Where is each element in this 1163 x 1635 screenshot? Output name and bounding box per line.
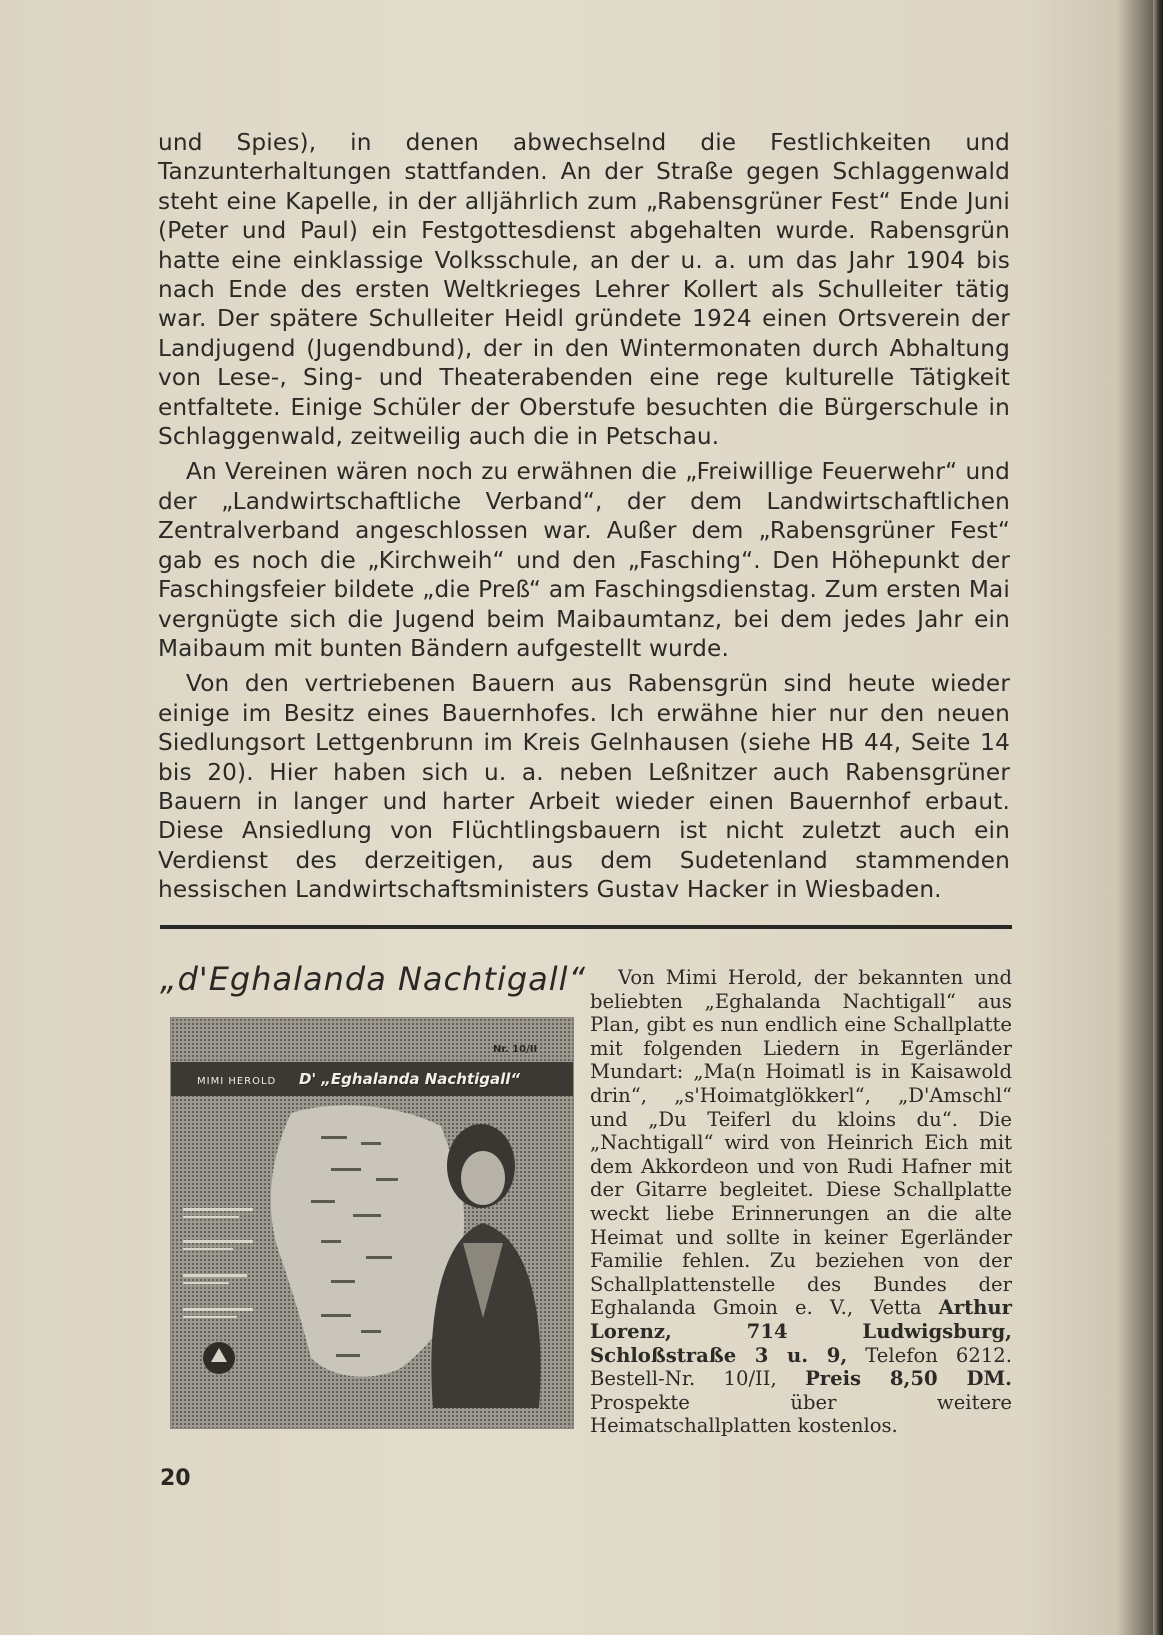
record-description-intro: Von Mimi Herold, der bekannten und beliebten „Eghalanda Nachtigall“ aus Plan, gibt es nun endlich eine Schallplatte mit folgenden Liedern in Egerländer Mundart: „Ma(n Hoimatl is in Kaisawold drin“, „s'Hoimatglökkerl“, „D'Amschl“ und „Du Teiferl du kloins du“. Die „Nachtigall“ wird von Heinrich Eich mit dem Akkordeon und von Rudi Hafner mit der Gitarre begleitet. Diese Schallplatte weckt liebe Erinnerungen an die alte Heimat und sollte in keiner Egerländer Familie fehlen. Zu beziehen von der Schallplattenstelle des Bundes der Eghalanda Gmoin e. V., Vetta	[590, 966, 1012, 1320]
cover-record-title: D' „Eghalanda Nachtigall“	[299, 1070, 521, 1088]
record-order-info: Telefon 6212. Bestell-Nr. 10/II,	[590, 1343, 1012, 1391]
article-paragraph-3: Von den vertriebenen Bauern aus Rabensgrün sind heute wieder einige im Besitz eines Bauernhofes. Ich erwähne hier nur den neuen Siedlungsort Lettgenbrunn im Kreis Gelnhausen (siehe HB 44, Seite 14 bis 20). Hier haben sich u. a. neben Leßnitzer auch Rabensgrüner Bauern in langer und harter Arbeit wieder einen Bauernhof erbaut. Diese Ansiedlung von Flüchtlingsbauern ist nicht zuletzt auch ein Verdienst des derzeitigen, aus dem Sudetenland stammenden hessischen Landwirtschaftsministers Gustav Hacker in Wiesbaden.	[158, 670, 1010, 904]
cover-catalog-number: Nr. 10/II	[493, 1044, 538, 1055]
section-divider	[160, 925, 1012, 929]
page-number: 20	[160, 1466, 191, 1491]
label-logo	[203, 1342, 235, 1374]
article-body	[158, 128, 1010, 911]
article-paragraph-1: und Spies), in denen abwechselnd die Festlichkeiten und Tanzunterhaltungen stattfanden. An der Straße gegen Schlaggenwald steht eine Kapelle, in der alljährlich zum „Rabensgrüner Fest“ Ende Juni (Peter und Paul) ein Festgottesdienst abgehalten wurde. Rabensgrün hatte eine einklassige Volksschule, an der u. a. um das Jahr 1904 bis nach Ende des ersten Weltkrieges Lehrer Kollert als Schulleiter tätig war. Der spätere Schulleiter Heidl gründete 1924 einen Ortsverein der Landjugend (Jugendbund), der in den Wintermonaten durch Abhaltung von Lese-, Sing- und Theaterabenden eine rege kulturelle Tätigkeit entfaltete. Einige Schüler der Oberstufe besuchten die Bürgerschule in Schlaggenwald, zeitweilig auch die in Petschau.	[158, 129, 1010, 451]
singer-portrait	[431, 1124, 540, 1408]
record-description	[590, 966, 1012, 1438]
record-cover-image	[170, 1017, 574, 1429]
record-heading: „d'Eghalanda Nachtigall“	[160, 960, 587, 998]
cover-sidebar-notes	[183, 1208, 253, 1318]
article-paragraph-2: An Vereinen wären noch zu erwähnen die „Freiwillige Feuerwehr“ und der „Landwirtschaftliche Verband“, der dem Landwirtschaftlichen Zentralverband angeschlossen war. Außer dem „Rabensgrüner Fest“ gab es noch die „Kirchweih“ und den „Fasching“. Den Höhepunkt der Faschingsfeier bildete „die Preß“ am Faschingsdienstag. Zum ersten Mai vergnügte sich die Jugend beim Maibaumtanz, bei dem jedes Jahr ein Maibaum mit bunten Bändern aufgestellt wurde.	[158, 458, 1010, 662]
record-description-outro: Prospekte über weitere Heimatschallplatten kostenlos.	[590, 1390, 1012, 1438]
record-price: Preis 8,50 DM.	[805, 1367, 1013, 1391]
cover-artist-name: MIMI HEROLD	[197, 1076, 277, 1087]
record-contact-address: Arthur Lorenz, 714 Ludwigsburg, Schloßstraße 3 u. 9,	[590, 1296, 1012, 1367]
book-spine-shadow	[1153, 0, 1163, 1635]
